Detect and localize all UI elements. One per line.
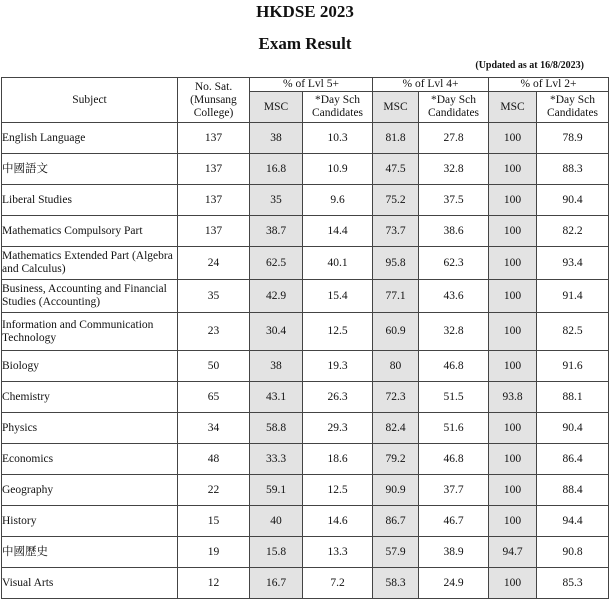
table-row bbox=[2, 247, 609, 280]
cell-subject: Business, Accounting and Financial Studies (Accounting) bbox=[2, 280, 178, 313]
cell-l4-day: 37.7 bbox=[419, 475, 489, 506]
cell-l5-day: 7.2 bbox=[303, 568, 373, 599]
result-body bbox=[2, 123, 609, 599]
cell-subject: Visual Arts bbox=[2, 568, 178, 599]
cell-l4-msc: 58.3 bbox=[373, 568, 419, 599]
table-row bbox=[2, 475, 609, 506]
cell-l5-msc: 33.3 bbox=[250, 444, 303, 475]
cell-l4-msc: 57.9 bbox=[373, 537, 419, 568]
table-row bbox=[2, 123, 609, 154]
subject-header: Subject bbox=[2, 78, 178, 123]
cell-l2-msc: 93.8 bbox=[489, 382, 537, 413]
cell-l5-day: 40.1 bbox=[303, 247, 373, 280]
cell-l2-msc: 100 bbox=[489, 568, 537, 599]
table-row bbox=[2, 444, 609, 475]
cell-l4-day: 62.3 bbox=[419, 247, 489, 280]
cell-l4-msc: 80 bbox=[373, 351, 419, 382]
cell-l5-msc: 62.5 bbox=[250, 247, 303, 280]
cell-l5-day: 10.9 bbox=[303, 154, 373, 185]
cell-l2-msc: 100 bbox=[489, 247, 537, 280]
cell-no-sat: 137 bbox=[178, 185, 250, 216]
cell-l5-day: 18.6 bbox=[303, 444, 373, 475]
cell-l2-msc: 100 bbox=[489, 313, 537, 351]
cell-l4-day: 46.8 bbox=[419, 351, 489, 382]
cell-subject: 中國歷史 bbox=[2, 537, 178, 568]
cell-l4-msc: 90.9 bbox=[373, 475, 419, 506]
cell-l4-day: 38.9 bbox=[419, 537, 489, 568]
cell-l4-day: 32.8 bbox=[419, 313, 489, 351]
cell-l2-msc: 100 bbox=[489, 444, 537, 475]
table-row bbox=[2, 280, 609, 313]
table-row bbox=[2, 154, 609, 185]
cell-l5-msc: 58.8 bbox=[250, 413, 303, 444]
table-row bbox=[2, 506, 609, 537]
lvl4-msc-header: MSC bbox=[373, 92, 419, 123]
cell-l5-msc: 38 bbox=[250, 123, 303, 154]
cell-l2-day: 88.3 bbox=[537, 154, 609, 185]
table-row bbox=[2, 537, 609, 568]
cell-l5-msc: 59.1 bbox=[250, 475, 303, 506]
cell-subject: Biology bbox=[2, 351, 178, 382]
cell-no-sat: 65 bbox=[178, 382, 250, 413]
cell-l5-msc: 15.8 bbox=[250, 537, 303, 568]
cell-l5-msc: 16.7 bbox=[250, 568, 303, 599]
cell-l4-msc: 95.8 bbox=[373, 247, 419, 280]
cell-l4-msc: 73.7 bbox=[373, 216, 419, 247]
cell-l2-msc: 94.7 bbox=[489, 537, 537, 568]
cell-l4-msc: 47.5 bbox=[373, 154, 419, 185]
cell-l5-msc: 35 bbox=[250, 185, 303, 216]
cell-l5-day: 9.6 bbox=[303, 185, 373, 216]
cell-no-sat: 48 bbox=[178, 444, 250, 475]
cell-no-sat: 137 bbox=[178, 216, 250, 247]
cell-l2-day: 91.4 bbox=[537, 280, 609, 313]
cell-l2-day: 78.9 bbox=[537, 123, 609, 154]
cell-l2-msc: 100 bbox=[489, 506, 537, 537]
cell-l5-day: 10.3 bbox=[303, 123, 373, 154]
cell-subject: Economics bbox=[2, 444, 178, 475]
lvl2-header: % of Lvl 2+ bbox=[489, 78, 609, 92]
cell-l5-msc: 38.7 bbox=[250, 216, 303, 247]
cell-subject: 中國語文 bbox=[2, 154, 178, 185]
cell-l2-msc: 100 bbox=[489, 185, 537, 216]
lvl5-header: % of Lvl 5+ bbox=[250, 78, 373, 92]
cell-l2-day: 93.4 bbox=[537, 247, 609, 280]
cell-l4-day: 27.8 bbox=[419, 123, 489, 154]
cell-subject: Information and Communication Technology bbox=[2, 313, 178, 351]
cell-no-sat: 24 bbox=[178, 247, 250, 280]
cell-l4-day: 46.7 bbox=[419, 506, 489, 537]
cell-no-sat: 137 bbox=[178, 154, 250, 185]
cell-l4-day: 43.6 bbox=[419, 280, 489, 313]
lvl5-msc-header: MSC bbox=[250, 92, 303, 123]
cell-l2-day: 85.3 bbox=[537, 568, 609, 599]
cell-l4-day: 24.9 bbox=[419, 568, 489, 599]
cell-l2-day: 82.2 bbox=[537, 216, 609, 247]
cell-l5-day: 13.3 bbox=[303, 537, 373, 568]
cell-l2-day: 88.4 bbox=[537, 475, 609, 506]
cell-no-sat: 50 bbox=[178, 351, 250, 382]
cell-no-sat: 22 bbox=[178, 475, 250, 506]
cell-no-sat: 35 bbox=[178, 280, 250, 313]
table-row bbox=[2, 413, 609, 444]
cell-l5-msc: 30.4 bbox=[250, 313, 303, 351]
table-row bbox=[2, 568, 609, 599]
cell-l2-day: 86.4 bbox=[537, 444, 609, 475]
cell-l4-msc: 77.1 bbox=[373, 280, 419, 313]
cell-subject: Physics bbox=[2, 413, 178, 444]
cell-l5-day: 12.5 bbox=[303, 313, 373, 351]
cell-subject: Mathematics Extended Part (Algebra and Calculus) bbox=[2, 247, 178, 280]
cell-l5-msc: 16.8 bbox=[250, 154, 303, 185]
cell-no-sat: 15 bbox=[178, 506, 250, 537]
cell-subject: History bbox=[2, 506, 178, 537]
cell-l5-day: 15.4 bbox=[303, 280, 373, 313]
cell-l2-day: 88.1 bbox=[537, 382, 609, 413]
cell-l5-day: 19.3 bbox=[303, 351, 373, 382]
cell-l2-day: 90.4 bbox=[537, 413, 609, 444]
cell-subject: Mathematics Compulsory Part bbox=[2, 216, 178, 247]
updated-note: (Updated as at 16/8/2023) bbox=[475, 60, 584, 71]
table-row bbox=[2, 351, 609, 382]
cell-l4-msc: 86.7 bbox=[373, 506, 419, 537]
cell-l4-day: 51.5 bbox=[419, 382, 489, 413]
table-row bbox=[2, 185, 609, 216]
cell-no-sat: 23 bbox=[178, 313, 250, 351]
cell-l2-msc: 100 bbox=[489, 475, 537, 506]
cell-no-sat: 19 bbox=[178, 537, 250, 568]
cell-l4-msc: 82.4 bbox=[373, 413, 419, 444]
cell-l2-msc: 100 bbox=[489, 413, 537, 444]
cell-l4-msc: 72.3 bbox=[373, 382, 419, 413]
table-row bbox=[2, 216, 609, 247]
cell-l4-day: 46.8 bbox=[419, 444, 489, 475]
cell-subject: Chemistry bbox=[2, 382, 178, 413]
cell-l2-day: 90.4 bbox=[537, 185, 609, 216]
cell-l5-msc: 40 bbox=[250, 506, 303, 537]
lvl4-header: % of Lvl 4+ bbox=[373, 78, 489, 92]
cell-l5-day: 12.5 bbox=[303, 475, 373, 506]
cell-no-sat: 34 bbox=[178, 413, 250, 444]
cell-l2-msc: 100 bbox=[489, 280, 537, 313]
cell-l2-day: 94.4 bbox=[537, 506, 609, 537]
cell-l2-day: 82.5 bbox=[537, 313, 609, 351]
cell-l4-day: 32.8 bbox=[419, 154, 489, 185]
cell-l5-day: 29.3 bbox=[303, 413, 373, 444]
cell-no-sat: 12 bbox=[178, 568, 250, 599]
cell-l4-day: 51.6 bbox=[419, 413, 489, 444]
cell-l2-msc: 100 bbox=[489, 123, 537, 154]
lvl2-msc-header: MSC bbox=[489, 92, 537, 123]
cell-no-sat: 137 bbox=[178, 123, 250, 154]
cell-l5-msc: 42.9 bbox=[250, 280, 303, 313]
cell-subject: Liberal Studies bbox=[2, 185, 178, 216]
cell-l4-msc: 75.2 bbox=[373, 185, 419, 216]
cell-l2-msc: 100 bbox=[489, 216, 537, 247]
cell-l2-day: 90.8 bbox=[537, 537, 609, 568]
lvl4-day-header: *Day Sch Candidates bbox=[419, 92, 489, 123]
no-sat-header: No. Sat. (Munsang College) bbox=[178, 78, 250, 123]
cell-l2-msc: 100 bbox=[489, 351, 537, 382]
page-title: HKDSE 2023 bbox=[256, 2, 354, 21]
page-subtitle: Exam Result bbox=[258, 34, 352, 53]
cell-l5-msc: 43.1 bbox=[250, 382, 303, 413]
cell-subject: Geography bbox=[2, 475, 178, 506]
cell-l2-msc: 100 bbox=[489, 154, 537, 185]
lvl5-day-header: *Day Sch Candidates bbox=[303, 92, 373, 123]
table-row bbox=[2, 382, 609, 413]
cell-l4-day: 38.6 bbox=[419, 216, 489, 247]
cell-l4-msc: 81.8 bbox=[373, 123, 419, 154]
cell-l4-msc: 60.9 bbox=[373, 313, 419, 351]
cell-l5-msc: 38 bbox=[250, 351, 303, 382]
cell-l2-day: 91.6 bbox=[537, 351, 609, 382]
cell-l5-day: 14.4 bbox=[303, 216, 373, 247]
cell-l4-day: 37.5 bbox=[419, 185, 489, 216]
table-row bbox=[2, 313, 609, 351]
exam-result-table bbox=[1, 77, 609, 599]
cell-l4-msc: 79.2 bbox=[373, 444, 419, 475]
lvl2-day-header: *Day Sch Candidates bbox=[537, 92, 609, 123]
cell-l5-day: 14.6 bbox=[303, 506, 373, 537]
cell-l5-day: 26.3 bbox=[303, 382, 373, 413]
cell-subject: English Language bbox=[2, 123, 178, 154]
